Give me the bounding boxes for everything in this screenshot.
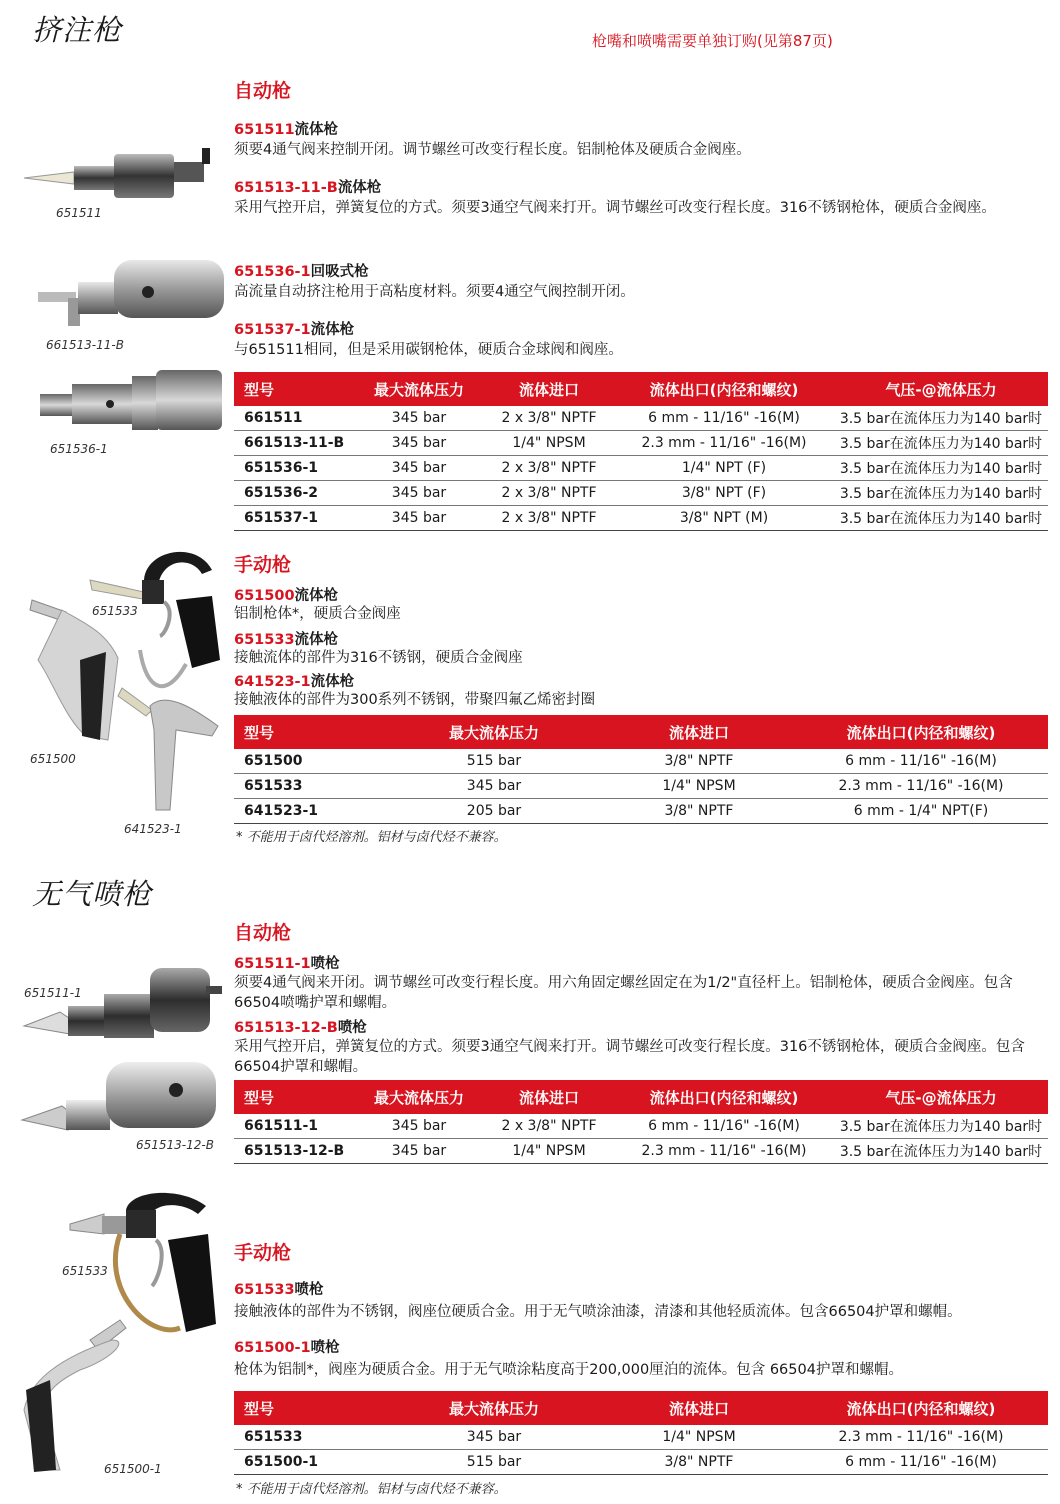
cell: 3/8" NPTF: [604, 1450, 794, 1475]
cell: 1/4" NPSM: [604, 1425, 794, 1450]
cell: 1/4" NPSM: [604, 774, 794, 799]
cell: 661511: [234, 406, 354, 431]
section-title-extrusion-guns: 挤注枪: [32, 13, 123, 47]
table-row: [234, 456, 1048, 481]
cell: 651536-2: [234, 481, 354, 506]
cell: 345 bar: [354, 1114, 484, 1139]
item-desc: 铝制枪体*，硬质合金阀座: [234, 606, 401, 622]
item-code: 651513-12-B: [234, 1020, 338, 1036]
cell: 3/8" NPTF: [604, 749, 794, 774]
caption-651513-12-b: 651513-12-B: [136, 1138, 214, 1152]
item-desc: 须要4通气阀来控制开闭。调节螺丝可改变行程长度。铝制枪体及硬质合金阀座。: [234, 142, 751, 158]
col-header-inlet: 流体进口: [604, 1391, 794, 1425]
cell: 651500: [234, 749, 384, 774]
cell: 2 x 3/8" NPTF: [484, 456, 614, 481]
item-name: 喷枪: [310, 1340, 340, 1356]
subtitle-auto-guns-2: 自动枪: [234, 922, 292, 944]
item-651536-1: [234, 260, 1044, 304]
item-name: 流体枪: [294, 632, 339, 648]
col-header-model: 型号: [234, 715, 384, 749]
cell: 345 bar: [354, 406, 484, 431]
table-row: [234, 1450, 1048, 1475]
manual-guns-image-group: [26, 540, 226, 840]
col-header-outlet: 流体出口(内径和螺纹): [794, 715, 1048, 749]
cell: 651500-1: [234, 1450, 384, 1475]
cell: 2 x 3/8" NPTF: [484, 1114, 614, 1139]
spec-table-manual-extrusion: [234, 715, 1048, 824]
cell: 3.5 bar在流体压力为140 bar时: [834, 431, 1048, 456]
cell: 345 bar: [354, 481, 484, 506]
table-row: [234, 1425, 1048, 1450]
item-651511: [234, 118, 1044, 162]
auto-gun-651511-image: [14, 128, 224, 198]
item-641523-1: [234, 670, 1044, 710]
cell: 3.5 bar在流体压力为140 bar时: [834, 506, 1048, 531]
cell: 515 bar: [384, 1450, 604, 1475]
caption-651511: 651511: [56, 206, 102, 220]
item-code: 651513-11-B: [234, 180, 338, 196]
cell: 3/8" NPTF: [604, 799, 794, 824]
cell: 651537-1: [234, 506, 354, 531]
cell: 2.3 mm - 11/16" -16(M): [794, 774, 1048, 799]
cell: 205 bar: [384, 799, 604, 824]
cell: 515 bar: [384, 749, 604, 774]
item-desc: 与651511相同，但是采用碳钢枪体，硬质合金球阀和阀座。: [234, 342, 623, 358]
item-code: 651533: [234, 1282, 295, 1298]
item-code: 651500: [234, 588, 295, 604]
cell: 651533: [234, 774, 384, 799]
col-header-max-pressure: 最大流体压力: [354, 1080, 484, 1114]
item-651537-1: [234, 318, 1044, 362]
footnote-halogenated-2: * 不能用于卤代烃溶剂。铝材与卤代烃不兼容。: [236, 1482, 507, 1497]
table-row: [234, 749, 1048, 774]
col-header-max-pressure: 最大流体压力: [384, 715, 604, 749]
item-code: 651511-1: [234, 956, 311, 972]
item-name: 流体枪: [294, 122, 339, 138]
cell: 345 bar: [354, 506, 484, 531]
table-row: [234, 799, 1048, 824]
caption-651511-1: 651511-1: [24, 986, 82, 1000]
auto-gun-651536-1-image: [40, 364, 225, 434]
cell: 661513-11-B: [234, 431, 354, 456]
item-name: 喷枪: [337, 1020, 367, 1036]
cell: 345 bar: [354, 456, 484, 481]
item-name: 回吸式枪: [310, 264, 369, 280]
item-code: 651533: [234, 632, 295, 648]
item-name: 流体枪: [337, 180, 382, 196]
cell: 345 bar: [384, 774, 604, 799]
caption-661513-11-b: 661513-11-B: [46, 338, 124, 352]
cell: 6 mm - 11/16" -16(M): [794, 749, 1048, 774]
col-header-outlet: 流体出口(内径和螺纹): [794, 1391, 1048, 1425]
cell: 2 x 3/8" NPTF: [484, 506, 614, 531]
col-header-max-pressure: 最大流体压力: [384, 1391, 604, 1425]
cell: 2.3 mm - 11/16" -16(M): [794, 1425, 1048, 1450]
section-title-airless-guns: 无气喷枪: [32, 877, 153, 911]
item-651513-12-b: [234, 1016, 1044, 1077]
caption-651533-spray: 651533: [62, 1264, 108, 1278]
table-row: [234, 774, 1048, 799]
item-desc: 采用气控开启，弹簧复位的方式。须要3通空气阀来打开。调节螺丝可改变行程长度。316不锈钢枪体，硬质合金阀座。包含66504护罩和螺帽。: [234, 1039, 1025, 1075]
subtitle-manual-guns: 手动枪: [234, 554, 292, 576]
col-header-model: 型号: [234, 1391, 384, 1425]
cell: 345 bar: [354, 1139, 484, 1164]
col-header-outlet: 流体出口(内径和螺纹): [614, 1080, 834, 1114]
col-header-model: 型号: [234, 1080, 354, 1114]
col-header-outlet: 流体出口(内径和螺纹): [614, 372, 834, 406]
cell: 651533: [234, 1425, 384, 1450]
item-651513-11-b: [234, 176, 1044, 220]
spec-table-manual-airless: [234, 1391, 1048, 1475]
cell: 345 bar: [384, 1425, 604, 1450]
caption-641523-1: 641523-1: [124, 822, 182, 836]
item-name: 流体枪: [310, 322, 355, 338]
item-code: 651511: [234, 122, 295, 138]
cell: 3.5 bar在流体压力为140 bar时: [834, 406, 1048, 431]
cell: 2.3 mm - 11/16" -16(M): [614, 1139, 834, 1164]
table-row: [234, 406, 1048, 431]
item-name: 流体枪: [310, 674, 355, 690]
item-code: 651536-1: [234, 264, 311, 280]
item-651500-1: [234, 1336, 1044, 1383]
table-row: [234, 431, 1048, 456]
cell: 2.3 mm - 11/16" -16(M): [614, 431, 834, 456]
airless-gun-651511-1-image: [20, 960, 225, 1050]
item-desc: 接触液体的部件为300系列不锈钢，带聚四氟乙烯密封圈: [234, 692, 596, 708]
cell: 1/4" NPSM: [484, 431, 614, 456]
item-desc: 枪体为铝制*，阀座为硬质合金。用于无气喷涂粘度高于200,000厘泊的流体。包含 66504护罩和螺帽。: [234, 1362, 903, 1378]
subtitle-manual-guns-2: 手动枪: [234, 1242, 292, 1264]
spec-table-auto-airless: [234, 1080, 1048, 1164]
caption-651500-1: 651500-1: [104, 1462, 162, 1476]
col-header-inlet: 流体进口: [484, 372, 614, 406]
table-row: [234, 1114, 1048, 1139]
table-row: [234, 481, 1048, 506]
item-desc: 采用气控开启，弹簧复位的方式。须要3通空气阀来打开。调节螺丝可改变行程长度。316不锈钢枪体，硬质合金阀座。: [234, 200, 996, 216]
item-name: 流体枪: [294, 588, 339, 604]
airless-manual-guns-image-group: [20, 1190, 230, 1480]
airless-gun-651513-12-b-image: [20, 1054, 220, 1140]
caption-651500: 651500: [30, 752, 76, 766]
caption-651533: 651533: [92, 604, 138, 618]
col-header-air-pressure: 气压-@流体压力: [834, 1080, 1048, 1114]
cell: 6 mm - 11/16" -16(M): [794, 1450, 1048, 1475]
subtitle-auto-guns: 自动枪: [234, 80, 292, 102]
item-desc: 高流量自动挤注枪用于高粘度材料。须要4通空气阀控制开闭。: [234, 284, 635, 300]
footnote-halogenated: * 不能用于卤代烃溶剂。铝材与卤代烃不兼容。: [236, 830, 507, 845]
cell: 6 mm - 1/4" NPT(F): [794, 799, 1048, 824]
cell: 6 mm - 11/16" -16(M): [614, 406, 834, 431]
col-header-inlet: 流体进口: [604, 715, 794, 749]
item-desc: 接触液体的部件为不锈钢，阀座位硬质合金。用于无气喷涂油漆，清漆和其他轻质流体。包含66504护罩和螺帽。: [234, 1304, 962, 1320]
col-header-air-pressure: 气压-@流体压力: [834, 372, 1048, 406]
spec-table-auto-extrusion: [234, 372, 1048, 531]
cell: 3.5 bar在流体压力为140 bar时: [834, 456, 1048, 481]
cell: 6 mm - 11/16" -16(M): [614, 1114, 834, 1139]
cell: 345 bar: [354, 431, 484, 456]
item-desc: 须要4通气阀来开闭。调节螺丝可改变行程长度。用六角固定螺丝固定在为1/2"直径杆上。铝制枪体，硬质合金阀座。包含66504喷嘴护罩和螺帽。: [234, 975, 1013, 1011]
item-name: 喷枪: [294, 1282, 324, 1298]
caption-651536-1: 651536-1: [50, 442, 108, 456]
item-651533: [234, 628, 1044, 668]
table-row: [234, 506, 1048, 531]
cell: 3/8" NPT (M): [614, 506, 834, 531]
cell: 1/4" NPSM: [484, 1139, 614, 1164]
item-code: 651500-1: [234, 1340, 311, 1356]
item-code: 641523-1: [234, 674, 311, 690]
auto-gun-661513-11-b-image: [38, 256, 228, 334]
item-desc: 接触流体的部件为316不锈钢，硬质合金阀座: [234, 650, 523, 666]
order-note: 枪嘴和喷嘴需要单独订购(见第87页): [592, 32, 833, 50]
cell: 2 x 3/8" NPTF: [484, 481, 614, 506]
cell: 3.5 bar在流体压力为140 bar时: [834, 481, 1048, 506]
cell: 661511-1: [234, 1114, 354, 1139]
cell: 651513-12-B: [234, 1139, 354, 1164]
item-651533-spray: [234, 1278, 1044, 1325]
table-row: [234, 1139, 1048, 1164]
cell: 2 x 3/8" NPTF: [484, 406, 614, 431]
item-651500: [234, 584, 1044, 624]
item-code: 651537-1: [234, 322, 311, 338]
item-name: 喷枪: [310, 956, 340, 972]
cell: 1/4" NPT (F): [614, 456, 834, 481]
col-header-max-pressure: 最大流体压力: [354, 372, 484, 406]
cell: 3.5 bar在流体压力为140 bar时: [834, 1139, 1048, 1164]
cell: 3/8" NPT (F): [614, 481, 834, 506]
item-651511-1: [234, 952, 1044, 1013]
cell: 641523-1: [234, 799, 384, 824]
col-header-inlet: 流体进口: [484, 1080, 614, 1114]
col-header-model: 型号: [234, 372, 354, 406]
cell: 651536-1: [234, 456, 354, 481]
cell: 3.5 bar在流体压力为140 bar时: [834, 1114, 1048, 1139]
